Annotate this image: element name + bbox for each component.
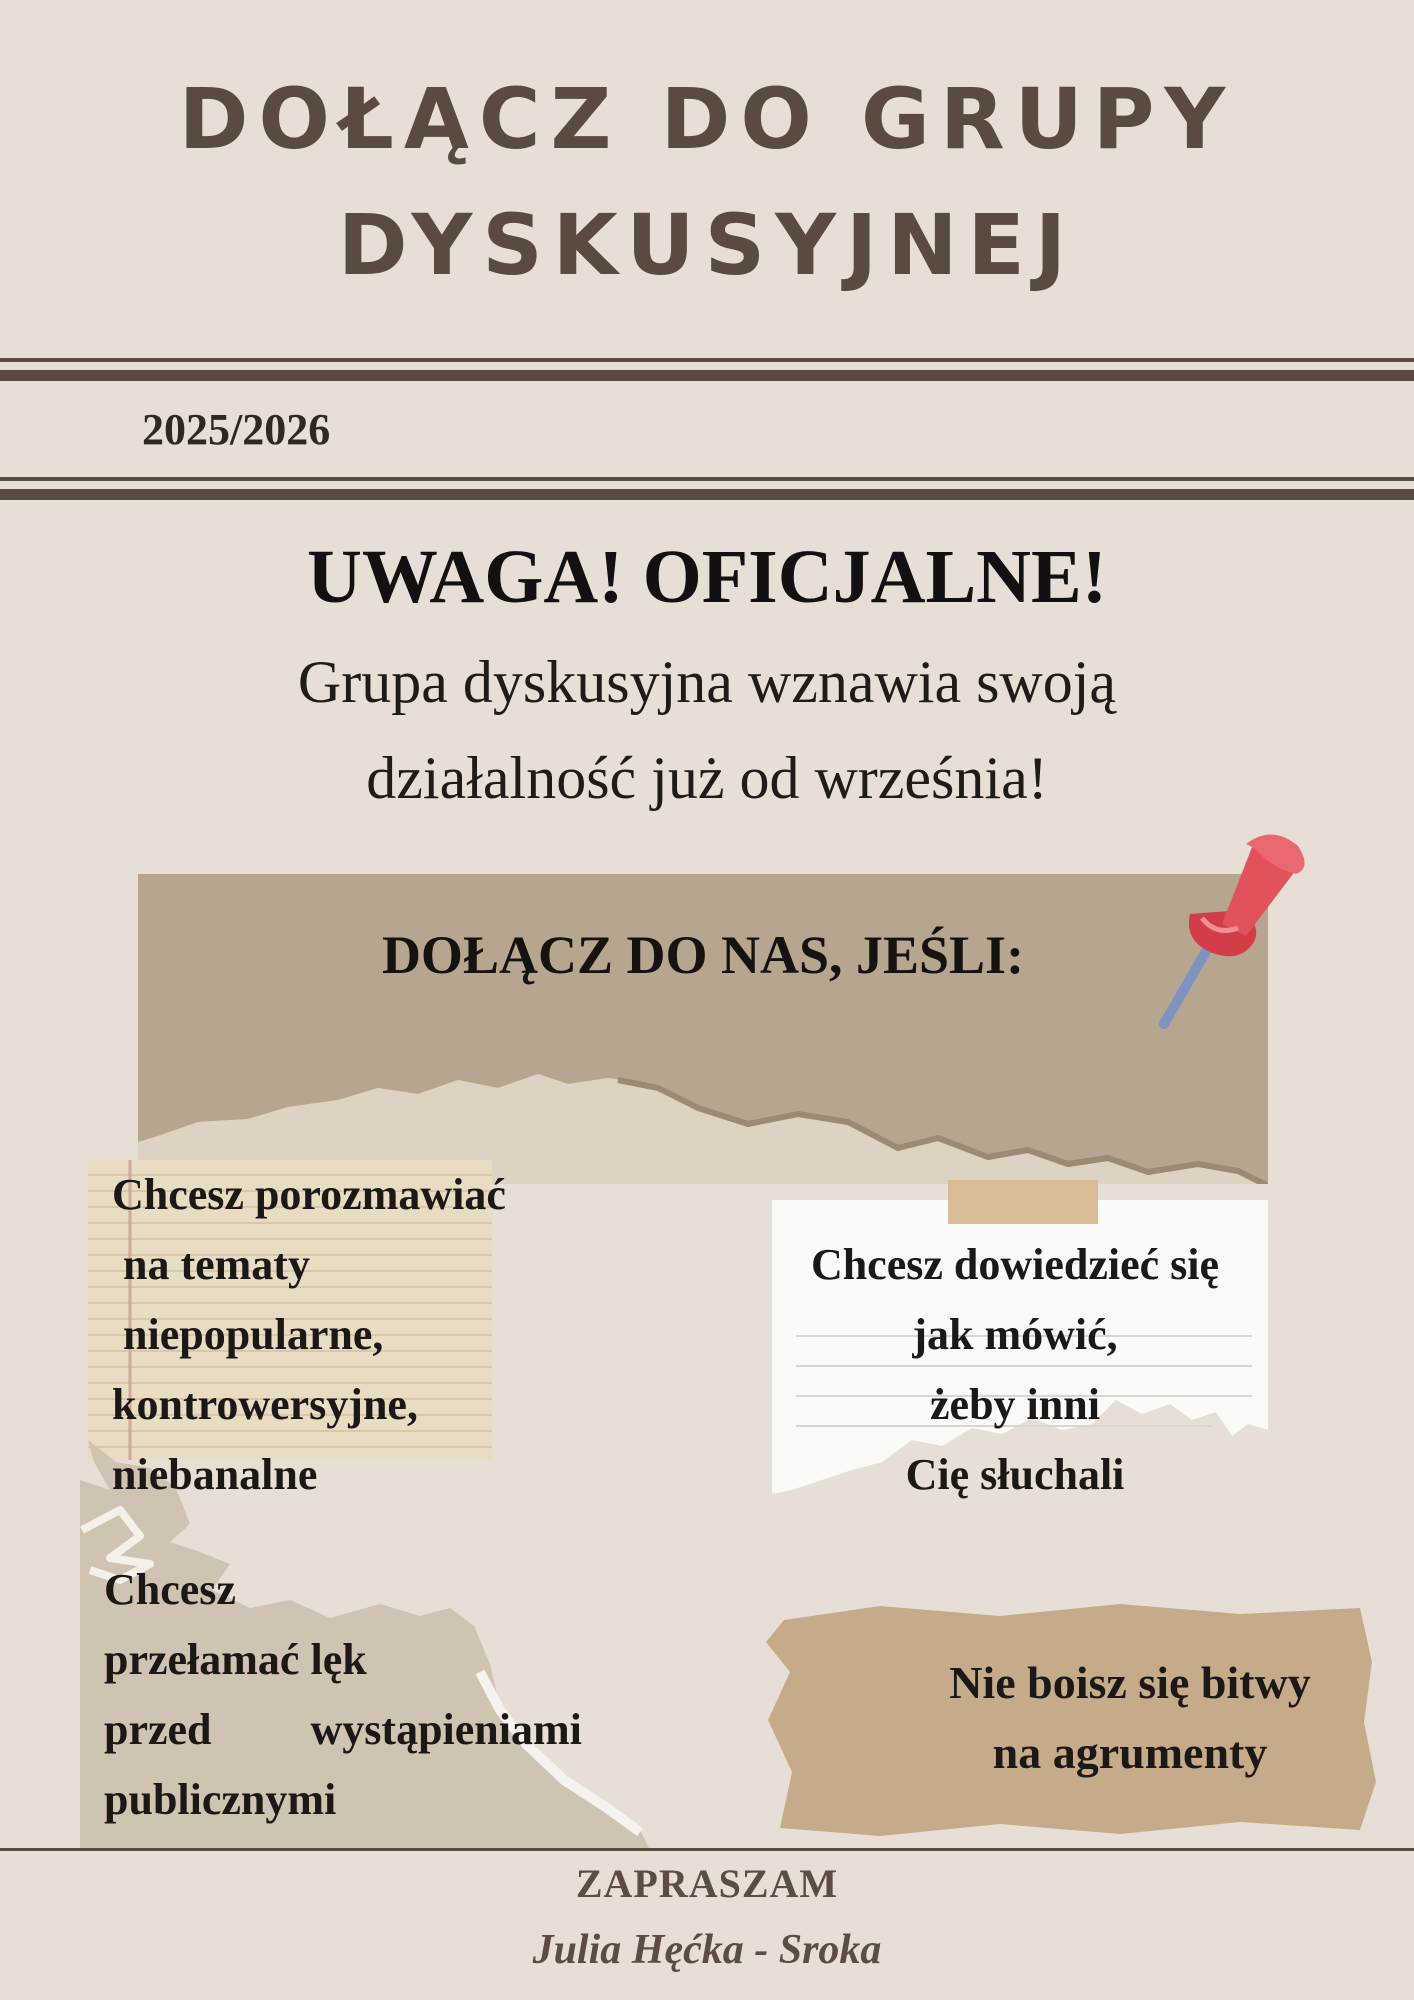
divider-footer	[0, 1848, 1414, 1851]
push-pin-icon	[1150, 818, 1310, 1030]
school-year: 2025/2026	[142, 405, 331, 454]
card-fear-line: przed wystąpieniami	[104, 1705, 582, 1754]
card-argument-line: na agrumenty	[992, 1727, 1268, 1778]
card-topics-line: na tematy	[112, 1240, 310, 1289]
divider-top-thin	[0, 358, 1414, 362]
divider-mid-thin	[0, 477, 1414, 481]
headline-line-1: DOŁĄCZ DO GRUPY	[178, 70, 1236, 168]
divider-top-thick	[0, 370, 1414, 381]
notice-title: UWAGA! OFICJALNE!	[306, 535, 1108, 619]
notice-line-1: Grupa dyskusyjna wznawia swoją	[297, 649, 1117, 715]
card-speaking-line: żeby inni	[930, 1380, 1100, 1429]
card-speaking-text	[770, 1230, 1260, 1510]
notice-line-2: działalność już od września!	[366, 745, 1048, 811]
card-fear-line: Chcesz	[104, 1565, 236, 1614]
tape-icon	[948, 1180, 1098, 1224]
author-signature: Julia Hęćka - Sroka	[532, 1927, 882, 1973]
card-speaking-line: jak mówić,	[912, 1310, 1118, 1359]
card-fear-line: przełamać lęk	[104, 1635, 367, 1684]
card-argument-line: Nie boisz się bitwy	[949, 1657, 1311, 1708]
card-topics-line: niepopularne,	[112, 1310, 384, 1359]
card-topics-text	[112, 1160, 506, 1510]
card-speaking-line: Chcesz dowiedzieć się	[810, 1240, 1220, 1289]
join-banner-title: DOŁĄCZ DO NAS, JEŚLI:	[381, 925, 1025, 985]
headline-line-2: DYSKUSYJNEJ	[337, 196, 1077, 294]
card-topics-line: kontrowersyjne,	[112, 1380, 418, 1429]
card-speaking-line: Cię słuchali	[905, 1450, 1125, 1499]
divider-mid-thick	[0, 489, 1414, 500]
torn-paper-banner	[138, 874, 1268, 1184]
card-topics-line: niebanalne	[112, 1450, 318, 1499]
invite-text: ZAPRASZAM	[575, 1861, 839, 1906]
card-fear-line: publicznymi	[104, 1775, 337, 1824]
card-topics-line: Chcesz porozmawiać	[112, 1170, 506, 1219]
card-fear-text	[104, 1555, 582, 1835]
card-argument-text	[880, 1648, 1380, 1788]
